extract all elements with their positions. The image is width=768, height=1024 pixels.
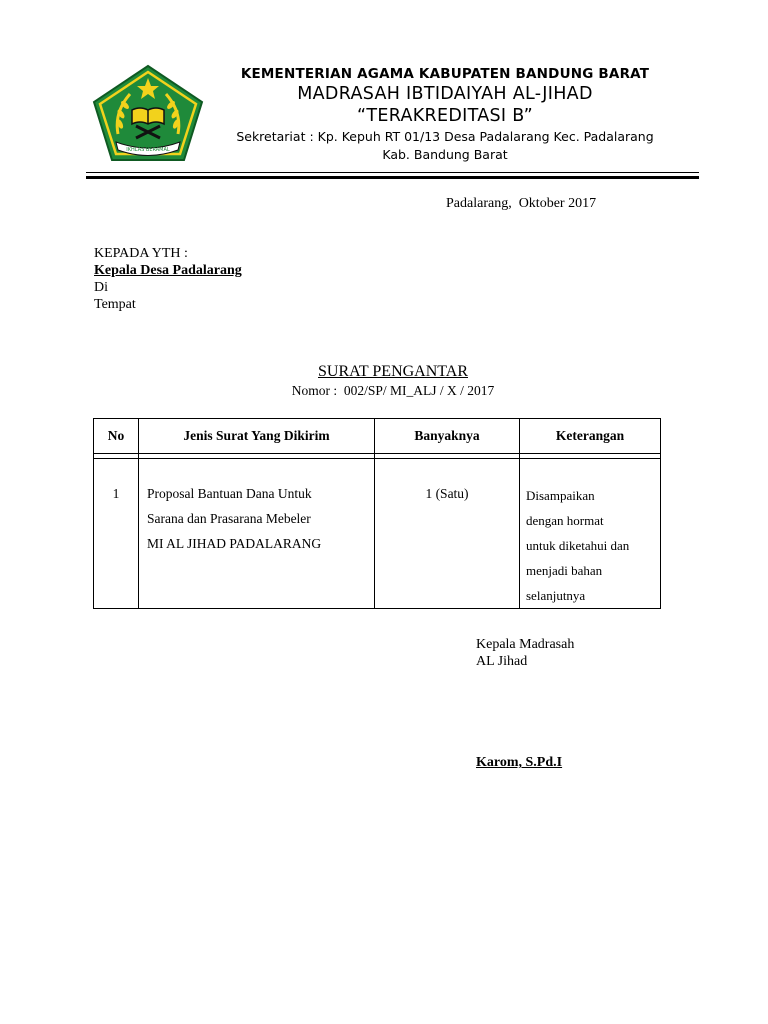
letterhead-divider-thick bbox=[86, 176, 699, 179]
recipient-di: Di bbox=[94, 280, 108, 295]
cell-jenis-line: Sarana dan Prasarana Mebeler bbox=[147, 511, 311, 526]
cell-banyaknya: 1 (Satu) bbox=[375, 459, 520, 609]
cell-keterangan-line: selanjutnya bbox=[526, 588, 586, 603]
recipient-place: Tempat bbox=[94, 297, 136, 312]
cell-keterangan-line: untuk diketahui dan bbox=[526, 538, 630, 553]
signer-role-line2: AL Jihad bbox=[476, 654, 528, 669]
cell-jenis bbox=[139, 459, 375, 609]
table-header-no: No bbox=[94, 419, 139, 454]
cell-keterangan bbox=[520, 459, 661, 609]
recipient-greeting: KEPADA YTH : bbox=[94, 246, 188, 261]
table-header-keterangan: Keterangan bbox=[520, 419, 661, 454]
table-header-banyaknya: Banyaknya bbox=[375, 419, 520, 454]
letterhead-address-line2: Kab. Bandung Barat bbox=[382, 147, 508, 162]
letterhead-accreditation: “TERAKREDITASI B” bbox=[357, 106, 533, 126]
kemenag-emblem-icon bbox=[92, 64, 204, 162]
letter-date: Padalarang, Oktober 2017 bbox=[446, 196, 597, 211]
table-header-jenis: Jenis Surat Yang Dikirim bbox=[139, 419, 375, 454]
cell-no: 1 bbox=[94, 459, 139, 609]
letter-title: SURAT PENGANTAR bbox=[318, 363, 468, 380]
table-row bbox=[94, 459, 661, 609]
cell-jenis-line: Proposal Bantuan Dana Untuk bbox=[147, 486, 312, 501]
cell-keterangan-line: menjadi bahan bbox=[526, 563, 603, 578]
recipient-name: Kepala Desa Padalarang bbox=[94, 263, 242, 278]
letterhead-ministry: KEMENTERIAN AGAMA KABUPATEN BANDUNG BARAT bbox=[240, 66, 650, 82]
signer-role-line1: Kepala Madrasah bbox=[476, 637, 575, 652]
svg-text:IKHLAS BERAMAL: IKHLAS BERAMAL bbox=[126, 147, 170, 153]
table-header-row bbox=[94, 419, 661, 454]
cell-jenis-line: MI AL JIHAD PADALARANG bbox=[147, 536, 322, 551]
document-table bbox=[93, 418, 661, 609]
letterhead-divider-thin bbox=[86, 172, 699, 173]
cell-keterangan-line: Disampaikan bbox=[526, 488, 595, 503]
letter-number: Nomor : 002/SP/ MI_ALJ / X / 2017 bbox=[291, 383, 495, 398]
letterhead-school-name: MADRASAH IBTIDAIYAH AL-JIHAD bbox=[297, 84, 593, 104]
letterhead-address-line1: Sekretariat : Kp. Kepuh RT 01/13 Desa Padalarang Kec. Padalarang bbox=[236, 129, 654, 144]
cell-keterangan-line: dengan hormat bbox=[526, 513, 604, 528]
signer-name: Karom, S.Pd.I bbox=[476, 755, 563, 770]
